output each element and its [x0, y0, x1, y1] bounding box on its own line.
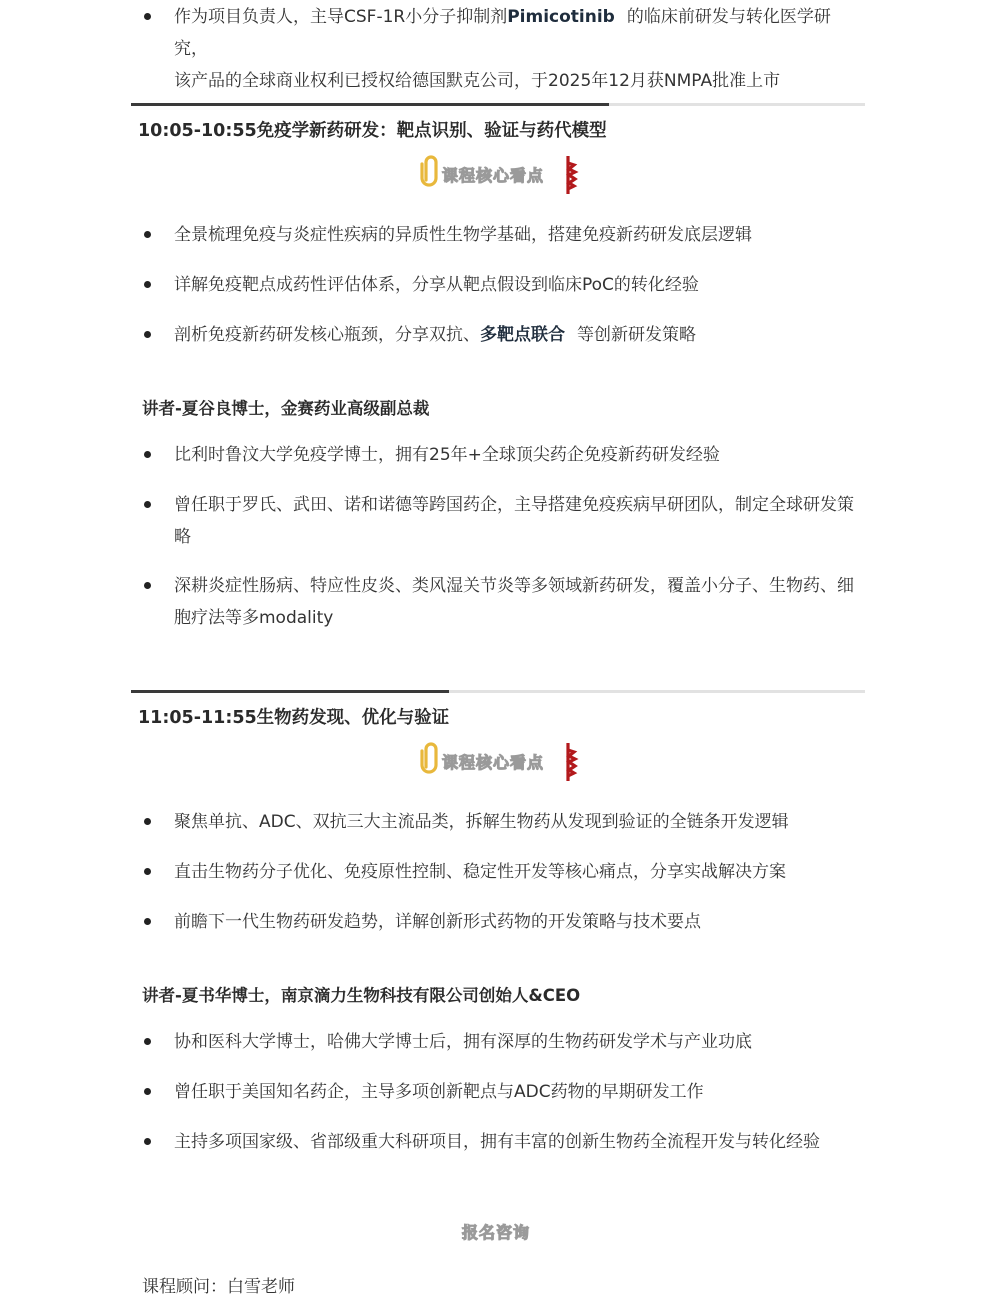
- bullet-dot: [144, 1038, 151, 1045]
- speaker-heading: 讲者-夏谷良博士，金赛药业高级副总裁: [142, 399, 430, 418]
- session-point: 前瞻下一代生物药研发趋势，详解创新形式药物的开发策略与技术要点: [144, 906, 864, 938]
- speaker-bio-item: 曾任职于美国知名药企，主导多项创新靶点与ADC药物的早期研发工作: [144, 1076, 864, 1108]
- intro-bullet-line1: 作为项目负责人，主导CSF-1R小分子抑制剂Pimicotinib 的临床前研发与转化医学研究，: [174, 7, 831, 59]
- intro-bullet-line2: 该产品的全球商业权利已授权给德国默克公司，于2025年12月获NMPA批准上市: [174, 71, 781, 91]
- session-point: 聚焦单抗、ADC、双抗三大主流品类，拆解生物药从发现到验证的全链条开发逻辑: [144, 806, 864, 838]
- speaker-bio-item: 协和医科大学博士，哈佛大学博士后，拥有深厚的生物药研发学术与产业功底: [144, 1026, 864, 1058]
- paperclip-icon: [420, 741, 442, 775]
- intro-bullet: [144, 1, 864, 97]
- bullet-dot: [144, 1088, 151, 1095]
- bracket-icon: [566, 155, 580, 195]
- session-point: 直击生物药分子优化、免疫原性控制、稳定性开发等核心痛点，分享实战解决方案: [144, 856, 864, 888]
- speaker-heading: 讲者-夏书华博士，南京滴力生物科技有限公司创始人&CEO: [142, 986, 581, 1005]
- core-highlight-label: 课程核心看点: [442, 166, 545, 185]
- speaker-bio-item: 主持多项国家级、省部级重大科研项目，拥有丰富的创新生物药全流程开发与转化经验: [144, 1126, 864, 1158]
- section-divider: [131, 103, 865, 106]
- speaker-bio-item: 曾任职于罗氏、武田、诺和诺德等跨国药企，主导搭建免疫疾病早研团队，制定全球研发策 略: [144, 489, 864, 553]
- bullet-dot: [144, 818, 151, 825]
- session-point: 剖析免疫新药研发核心瓶颈，分享双抗、多靶点联合 等创新研发策略: [144, 319, 864, 351]
- speaker-bio-item: 深耕炎症性肠病、特应性皮炎、类风湿关节炎等多领域新药研发，覆盖小分子、生物药、细 胞疗法等多modality: [144, 570, 864, 634]
- core-highlight-label: 课程核心看点: [442, 753, 545, 772]
- session-title: 10:05-10:55免疫学新药研发：靶点识别、验证与药代模型: [138, 121, 607, 141]
- section-divider: [131, 690, 865, 693]
- section-divider-accent: [131, 690, 449, 693]
- core-highlight-header: [0, 741, 992, 781]
- paperclip-icon: [420, 154, 442, 188]
- bracket-icon: [566, 742, 580, 782]
- signup-heading: 报名咨询: [461, 1223, 530, 1242]
- bullet-dot: [144, 1138, 151, 1145]
- bullet-dot: [144, 868, 151, 875]
- bullet-dot: [144, 451, 151, 458]
- core-highlight-header: [0, 154, 992, 194]
- session-point: 详解免疫靶点成药性评估体系，分享从靶点假设到临床PoC的转化经验: [144, 269, 864, 301]
- bullet-dot: [144, 918, 151, 925]
- bullet-dot: [144, 281, 151, 288]
- speaker-bio-item: 比利时鲁汶大学免疫学博士，拥有25年+全球顶尖药企免疫新药研发经验: [144, 439, 864, 471]
- session-title: 11:05-11:55生物药发现、优化与验证: [138, 708, 450, 728]
- bullet-dot: [144, 582, 151, 589]
- bullet-dot: [144, 13, 151, 20]
- bullet-dot: [144, 231, 151, 238]
- section-divider-accent: [131, 103, 609, 106]
- bullet-dot: [144, 501, 151, 508]
- course-advisor: 课程顾问：白雪老师: [142, 1277, 295, 1297]
- session-point: 全景梳理免疫与炎症性疾病的异质性生物学基础，搭建免疫新药研发底层逻辑: [144, 219, 864, 251]
- bullet-dot: [144, 331, 151, 338]
